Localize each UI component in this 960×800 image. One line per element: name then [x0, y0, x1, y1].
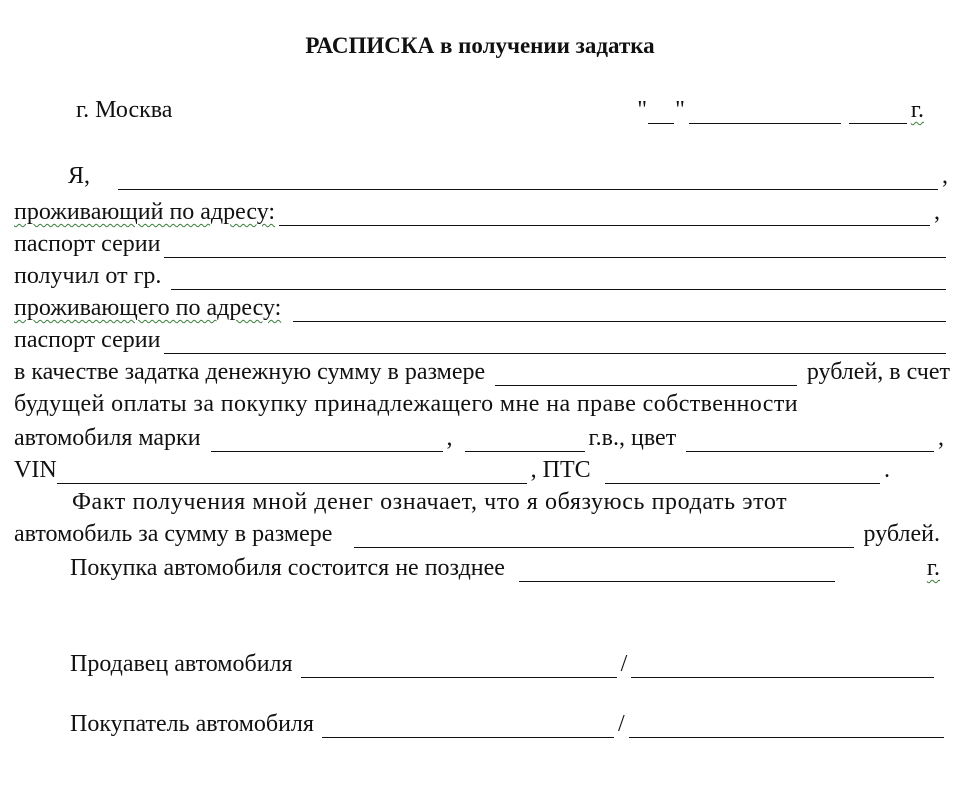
- seller-slash: /: [620, 651, 628, 677]
- deposit-amount-field[interactable]: [495, 363, 797, 386]
- seller-name-print-field[interactable]: [631, 655, 934, 678]
- line-name: [68, 160, 948, 190]
- line-purpose: [14, 388, 950, 418]
- seller-passport-field[interactable]: [164, 235, 946, 258]
- purpose-text: будущей оплаты за покупку принадлежащего мне на праве собственности: [14, 391, 798, 417]
- comma: ,: [942, 163, 948, 189]
- seller-address-label: проживающий по адресу:: [14, 199, 276, 225]
- line-seller-address: [14, 196, 940, 226]
- header-row: [76, 94, 924, 124]
- city-label: г. Москва: [76, 97, 173, 123]
- buyer-passport-field[interactable]: [164, 331, 946, 354]
- car-color-field[interactable]: [686, 429, 934, 452]
- buyer-address-label: проживающего по адресу:: [14, 295, 282, 321]
- received-from-label: получил от гр.: [14, 263, 162, 289]
- deposit-suffix: рублей, в счет: [806, 359, 950, 385]
- deadline-field[interactable]: [519, 559, 835, 582]
- seller-name-field[interactable]: [118, 167, 938, 190]
- line-sale-amount: [14, 518, 940, 548]
- buyer-signature-row: [70, 708, 948, 738]
- line-deposit-amount: [14, 356, 950, 386]
- buyer-name-field[interactable]: [171, 267, 946, 290]
- obligation-text: Факт получения мной денег означает, что я обязуюсь продать этот: [72, 489, 788, 515]
- car-make-field[interactable]: [211, 429, 443, 452]
- sale-amount-label: автомобиль за сумму в размере: [14, 521, 333, 547]
- buyer-signature-field[interactable]: [322, 715, 614, 738]
- deadline-label: Покупка автомобиля состоится не позднее: [70, 555, 505, 581]
- date-month-field[interactable]: [689, 101, 841, 124]
- seller-signature-field[interactable]: [301, 655, 617, 678]
- seller-label: Продавец автомобиля: [70, 651, 293, 677]
- line-vin-pts: [14, 454, 890, 484]
- pts-label: , ПТС: [530, 457, 591, 483]
- car-make-label: автомобиля марки: [14, 425, 201, 451]
- pts-field[interactable]: [605, 461, 880, 484]
- date-year-field[interactable]: [849, 101, 907, 124]
- buyer-label: Покупатель автомобиля: [70, 711, 314, 737]
- seller-address-field[interactable]: [279, 203, 930, 226]
- vin-label: VIN: [14, 457, 57, 483]
- comma: ,: [934, 199, 940, 225]
- car-year-field[interactable]: [465, 429, 585, 452]
- period: .: [884, 457, 890, 483]
- buyer-passport-label: паспорт серии: [14, 327, 161, 353]
- i-label: Я,: [68, 163, 91, 189]
- document-title: РАСПИСКА в получении задатка: [305, 33, 655, 58]
- line-obligation: [72, 486, 948, 516]
- date-day-field[interactable]: [648, 101, 674, 124]
- deadline-suffix: г.: [926, 555, 940, 581]
- comma: ,: [938, 425, 944, 451]
- vin-field[interactable]: [57, 461, 527, 484]
- buyer-address-field[interactable]: [293, 299, 946, 322]
- comma: ,: [446, 425, 453, 451]
- sale-amount-field[interactable]: [354, 525, 853, 548]
- sale-amount-suffix: рублей.: [863, 521, 940, 547]
- car-year-color-label: г.в., цвет: [588, 425, 677, 451]
- seller-signature-row: [70, 648, 938, 678]
- date-open-quote: ": [637, 97, 648, 123]
- line-buyer-address: [14, 292, 950, 322]
- year-suffix: г.: [910, 97, 924, 123]
- seller-passport-label: паспорт серии: [14, 231, 161, 257]
- line-received-from: [14, 260, 950, 290]
- line-seller-passport: [14, 228, 950, 258]
- date-mid-quote: ": [675, 97, 685, 123]
- buyer-name-print-field[interactable]: [629, 715, 944, 738]
- buyer-slash: /: [617, 711, 625, 737]
- deposit-text: в качестве задатка денежную сумму в размере: [14, 359, 486, 385]
- line-car-details: [14, 422, 944, 452]
- line-buyer-passport: [14, 324, 950, 354]
- line-deadline: [70, 552, 940, 582]
